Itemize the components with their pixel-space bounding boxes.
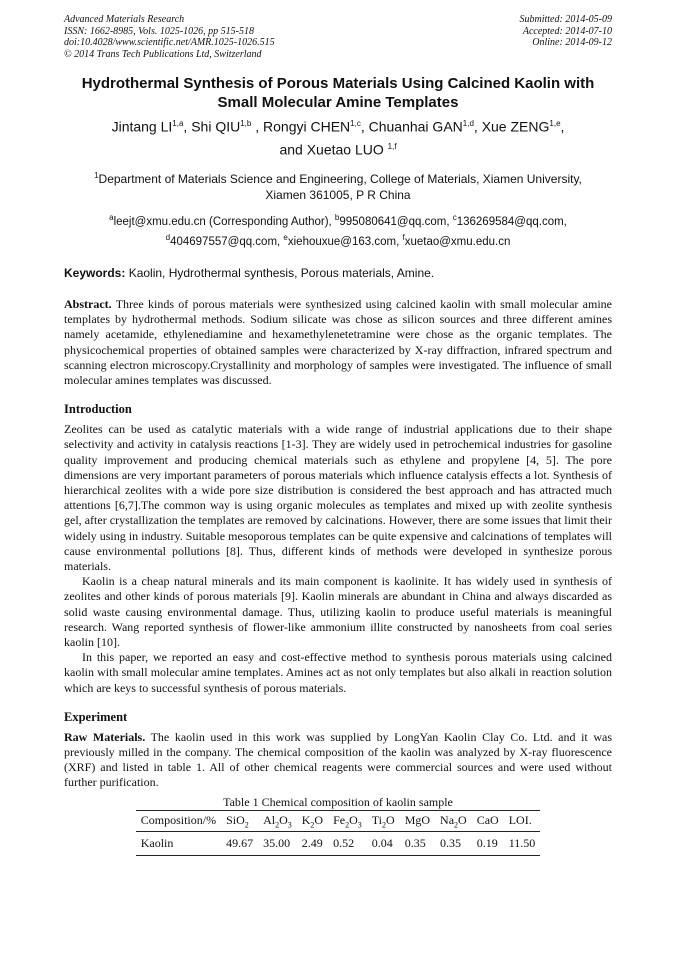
author-name: Jintang LI — [111, 118, 173, 135]
formula-subscript: 3 — [357, 820, 362, 830]
table-cell: 0.19 — [472, 832, 504, 856]
formula-subscript: 3 — [287, 820, 292, 830]
raw-materials-label: Raw Materials. — [64, 729, 146, 744]
table-row — [136, 832, 541, 856]
table-cell: 0.04 — [367, 832, 400, 856]
affiliation-mark: 1 — [94, 171, 99, 181]
journal-name: Advanced Materials Research — [64, 14, 185, 25]
raw-materials-paragraph — [64, 730, 612, 791]
table-header-cell: Composition/% — [136, 810, 221, 831]
table-cell: 35.00 — [258, 832, 297, 856]
author-separator: , — [473, 118, 482, 135]
journal-header — [64, 14, 612, 60]
author-affiliation-mark: 1,d — [462, 119, 474, 128]
formula-subscript: 2 — [244, 820, 249, 830]
online-date: Online: 2014-09-12 — [532, 37, 612, 48]
table-caption: Table 1 Chemical composition of kaolin sample — [223, 794, 453, 809]
email-mark: b — [334, 213, 340, 223]
intro-paragraph: Kaolin is a cheap natural minerals and its main component is kaolinite. It has widely used in synthesis of zeolites and other kinds of porous materials [9]. Kaolin minerals are abundant in China and always discarded as solid waste causing environmental damage. Thus, utilizing kaolin to produce useful materials is meaningful research. Wang reported synthesis of flower-like ammonium illite constructed by nanosheets from coal series kaolin [10]. — [64, 574, 612, 650]
email-mark: f — [402, 233, 405, 243]
formula-part: Si — [226, 812, 237, 827]
author-name: Xue ZENG — [481, 118, 550, 135]
author-list — [64, 114, 612, 159]
formula-part: O — [279, 812, 288, 827]
affiliation — [64, 168, 612, 203]
keywords-label: Keywords: — [64, 265, 126, 280]
table-header-cell — [258, 810, 297, 831]
table-header-cell: MgO — [400, 810, 435, 831]
author-separator: , — [183, 118, 192, 135]
table-header-row — [136, 810, 541, 831]
author-name: Chuanhai GAN — [368, 118, 463, 135]
formula-subscript: 2 — [275, 820, 280, 830]
paper-title: Hydrothermal Synthesis of Porous Materials Using Calcined Kaolin with Small Molecular Amine Templates — [81, 75, 595, 111]
formula-part: O — [236, 812, 245, 827]
email-mark: d — [165, 233, 171, 243]
formula-part: Al — [263, 812, 276, 827]
journal-issn: ISSN: 1662-8985, Vols. 1025-1026, pp 515-518 — [64, 25, 254, 37]
affiliation-line: Department of Materials Science and Engineering, College of Materials, Xiamen University, — [98, 172, 582, 187]
table-header-cell — [435, 810, 472, 831]
abstract-text: Three kinds of porous materials were synthesized using calcined kaolin with small molecular amine templates by hydrothermal methods. Sodium silicate was chose as silicon sources and three different amines namely acetamide, ethylenediamine and hexamethylenetetramine were chose as the organic templates. The physicochemical properties of obtained samples were characterized by X-ray diffraction, infrared spectrum and scanning electron microscopy.Crystallinity and morphology of samples were investigated. The influence of small molecular amines templates was discussed. — [64, 296, 612, 387]
table-cell: 2.49 — [297, 832, 328, 856]
author-affiliation-mark: 1,c — [350, 119, 361, 128]
formula-part: O — [349, 812, 358, 827]
author-name: Shi QIU — [191, 118, 241, 135]
email: 136269584@qq.com, — [456, 216, 567, 229]
table-cell: 0.35 — [435, 832, 472, 856]
formula-subscript: 2 — [310, 820, 315, 830]
table-cell: 49.67 — [221, 832, 258, 856]
journal-copyright: © 2014 Trans Tech Publications Ltd, Switzerland — [64, 48, 262, 60]
email: xiehouxue@163.com, — [287, 235, 403, 248]
table-header-cell: LOI. — [504, 810, 541, 831]
formula-subscript: 2 — [345, 820, 350, 830]
section-heading-experiment: Experiment — [64, 709, 128, 724]
formula-subscript: 2 — [382, 820, 387, 830]
email-list — [64, 210, 612, 250]
abstract-label: Abstract. — [64, 296, 112, 311]
email-mark: e — [283, 233, 288, 243]
formula-subscript: 2 — [454, 820, 459, 830]
author-affiliation-mark: 1,a — [172, 119, 184, 128]
formula-part: K — [301, 812, 311, 827]
journal-doi: doi:10.4028/www.scientific.net/AMR.1025-1026.515 — [64, 37, 275, 48]
author-name: and Xuetao LUO — [279, 141, 388, 158]
page — [64, 14, 612, 856]
author-separator: , — [560, 118, 565, 135]
email: leejt@xmu.edu.cn (Corresponding Author), — [113, 216, 335, 229]
intro-paragraph: Zeolites can be used as catalytic materials with a wide range of industrial applications due to their shape selectivity and activity in catalysis reactions [1-3]. They are widely used in petrochemical industries for gasoline quality improvement and producing chemical materials such as ethylene and propylene [4, 5]. The pore dimensions are very important parameters of porous materials which influence catalysis effects a lot. Synthesis of hierarchical zeolites with a wide pore size distribution is considered the best approach and has attracted much attentions [6,7].The common way is using organic molecules as templates and mixed up with zeolite synthesis gel, after crystallization the templates are removed by calcinations. However, there are some issues that limit their widely using in industry. Suitable mesoporous templates can be quite expensive and calcinations of templates will cause environmental pollutions [8]. Thus, different kinds of methods were developed in synthesize porous materials. — [64, 422, 612, 574]
table-row-label: Kaolin — [136, 832, 221, 856]
author-name: Rongyi CHEN — [263, 118, 351, 135]
keywords — [64, 266, 612, 281]
email-mark: c — [452, 213, 457, 223]
email: xuetao@xmu.edu.cn — [404, 235, 511, 248]
table-cell: 0.52 — [328, 832, 367, 856]
intro-paragraph: In this paper, we reported an easy and cost-effective method to synthesis porous materials using calcined kaolin with small molecular amine templates. Amines act as not only templates but also alkali in reaction solution which are keys to successful synthesis of porous materials. — [64, 650, 612, 695]
formula-part: Ti — [371, 812, 383, 827]
abstract — [64, 297, 612, 388]
author-affiliation-mark: 1,b — [240, 119, 252, 128]
formula-part: O — [458, 812, 467, 827]
formula-part: O — [314, 812, 324, 827]
accepted-date: Accepted: 2014-07-10 — [522, 25, 612, 37]
author-affiliation-mark: 1,f — [387, 141, 397, 151]
table-header-cell: CaO — [472, 810, 504, 831]
table-header-cell — [221, 810, 258, 831]
email: 404697557@qq.com, — [170, 235, 284, 248]
table-header-cell — [297, 810, 328, 831]
keywords-text: Kaolin, Hydrothermal synthesis, Porous materials, Amine. — [125, 265, 435, 280]
author-affiliation-mark: 1,e — [549, 119, 561, 128]
composition-table — [136, 810, 541, 856]
formula-part: O — [386, 812, 395, 827]
formula-part: Fe — [333, 812, 346, 827]
section-heading-introduction: Introduction — [64, 402, 132, 417]
raw-materials-text: The kaolin used in this work was supplied by LongYan Kaolin Clay Co. Ltd. and it was previously milled in the company. The chemical composition of the kaolin was analyzed by X-ray fluorescence (XRF) and listed in table 1. All of other chemical reagents were commercial sources and were used without further purification. — [64, 729, 612, 790]
table-header-cell — [328, 810, 367, 831]
formula-part: Na — [440, 812, 455, 827]
journal-info — [64, 14, 275, 60]
author-separator: , — [360, 118, 369, 135]
table-header-cell — [367, 810, 400, 831]
table-cell: 0.35 — [400, 832, 435, 856]
table-cell: 11.50 — [504, 832, 541, 856]
affiliation-line: Xiamen 361005, P R China — [265, 188, 411, 203]
email: 995080641@qq.com, — [339, 216, 453, 229]
author-separator: , — [251, 118, 264, 135]
submission-dates — [520, 14, 613, 60]
submitted-date: Submitted: 2014-05-09 — [519, 14, 612, 25]
email-mark: a — [109, 213, 114, 223]
